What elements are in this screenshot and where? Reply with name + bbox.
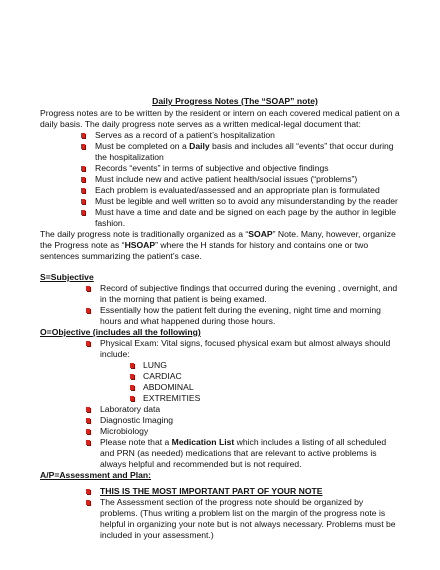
bullet-icon: [86, 286, 90, 291]
document-title: Daily Progress Notes (The “SOAP” note): [152, 96, 318, 106]
list-item: Must be completed on a Daily basis and includes all “events” that occur during the hospitalization: [40, 141, 400, 163]
bullet-icon: [81, 210, 85, 215]
bullet-icon: [86, 500, 90, 505]
list-item: ABDOMINAL: [40, 382, 400, 393]
list-item: Each problem is evaluated/assessed and an appropriate plan is formulated: [40, 185, 400, 196]
bullet-icon: [86, 341, 90, 346]
assessment-list: [40, 486, 400, 541]
assessment-heading: A/P=Assessment and Plan:: [40, 470, 152, 480]
bullet-icon: [81, 199, 85, 204]
list-item: Physical Exam: Vital signs, focused physical exam but almost always should include:: [40, 338, 400, 360]
progress-notes-document: [40, 96, 400, 541]
list-item: Record of subjective findings that occurred during the evening , overnight, and in the morning that patient is being examed.: [40, 283, 400, 305]
subjective-list: [40, 283, 400, 327]
list-item: Please note that a Medication List which includes a listing of all scheduled and PRN (as needed) medications that are relevant to active problems is always helpful and recommended but is not required.: [40, 437, 400, 470]
bullet-icon: [81, 144, 85, 149]
bullet-icon: [86, 489, 90, 494]
list-item: Records “events” in terms of subjective and objective findings: [40, 163, 400, 174]
list-item: THIS IS THE MOST IMPORTANT PART OF YOUR NOTE: [40, 486, 400, 497]
intro-list: [40, 130, 400, 229]
bullet-icon: [86, 308, 90, 313]
list-item: EXTREMITIES: [40, 393, 400, 404]
list-item: Microbiology: [40, 426, 400, 437]
bullet-icon: [86, 429, 90, 434]
list-item: The Assessment section of the progress note should be organized by problems. (Thus writing a problem list on the margin of the progress note is helpful in organizing your note but is not always necessary. Problems must be included in your assessment.): [40, 497, 400, 541]
bullet-icon: [86, 407, 90, 412]
bullet-icon: [81, 188, 85, 193]
intro-paragraph: Progress notes are to be written by the resident or intern on each covered medical patient on a daily basis. The daily progress note serves as a written medical-legal document that:: [40, 108, 400, 129]
bullet-icon: [81, 177, 85, 182]
list-item: Diagnostic Imaging: [40, 415, 400, 426]
list-item: Must be legible and well written so to avoid any misunderstanding by the reader: [40, 196, 400, 207]
list-item: Must have a time and date and be signed on each page by the author in legible fashion.: [40, 207, 400, 229]
bullet-icon: [130, 396, 134, 401]
organize-paragraph: The daily progress note is traditionally organized as a “SOAP” Note. Many, however, organize the Progress note as “HSOAP” where the H stands for history and contains one or two sentences summarizing the patient’s case.: [40, 229, 396, 261]
subjective-heading: S=Subjective: [40, 272, 94, 282]
bullet-icon: [130, 363, 134, 368]
list-item: Essentially how the patient felt during the evening, night time and morning hours and what happened during those hours.: [40, 305, 400, 327]
bullet-icon: [130, 385, 134, 390]
bullet-icon: [86, 440, 90, 445]
list-item: Must include new and active patient health/social issues (“problems”): [40, 174, 400, 185]
bullet-icon: [81, 166, 85, 171]
list-item: Serves as a record of a patient’s hospitalization: [40, 130, 400, 141]
list-item: LUNG: [40, 360, 400, 371]
objective-list: [40, 338, 400, 470]
bullet-icon: [86, 418, 90, 423]
objective-heading: O=Objective (includes all the following): [40, 327, 201, 337]
bullet-icon: [130, 374, 134, 379]
list-item: Laboratory data: [40, 404, 400, 415]
list-item: CARDIAC: [40, 371, 400, 382]
bullet-icon: [81, 133, 85, 138]
